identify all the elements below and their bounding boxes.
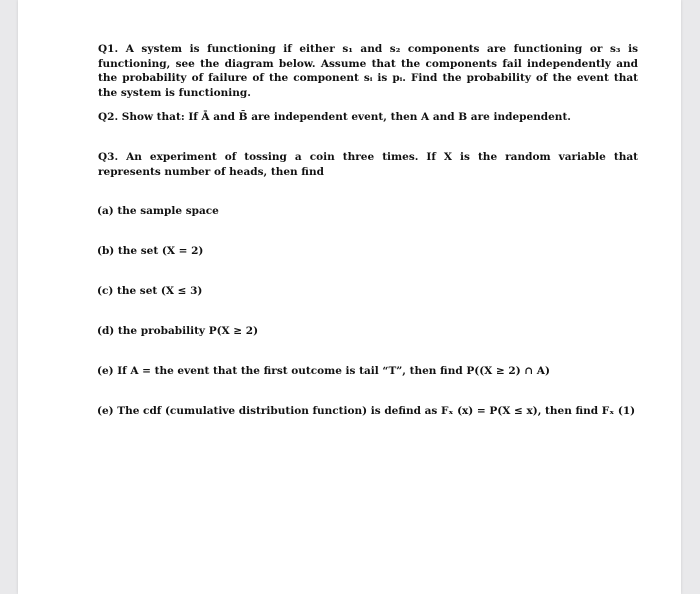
question-3: Q3. An experiment of tossing a coin three times. If X is the random variable that represents number of heads, then find — [98, 151, 638, 178]
question-1: Q1. A system is functioning if either s₁ and s₂ components are functioning or s₃ is functioning, see the diagram below. Assume that the components fail independently and the probability of failure of the component sᵢ is pᵢ. Find the probability of the event that the system is functioning. — [98, 43, 638, 99]
question-3-item-e: (e) If A = the event that the first outcome is tail “T”, then find P((X ≥ 2) ∩ A) — [97, 365, 550, 377]
question-3-item-c: (c) the set (X ≤ 3) — [97, 285, 203, 297]
question-3-item-f: (e) The cdf (cumulative distribution function) is defind as Fₓ (x) = P(X ≤ x), then find Fₓ (1) — [97, 405, 636, 417]
question-2: Q2. Show that: If Ā and B̄ are independent event, then A and B are independent. — [98, 111, 571, 123]
document-page — [18, 0, 681, 594]
question-3-item-b: (b) the set (X = 2) — [97, 245, 204, 257]
question-3-item-a: (a) the sample space — [97, 205, 219, 217]
question-3-item-d: (d) the probability P(X ≥ 2) — [97, 325, 259, 337]
